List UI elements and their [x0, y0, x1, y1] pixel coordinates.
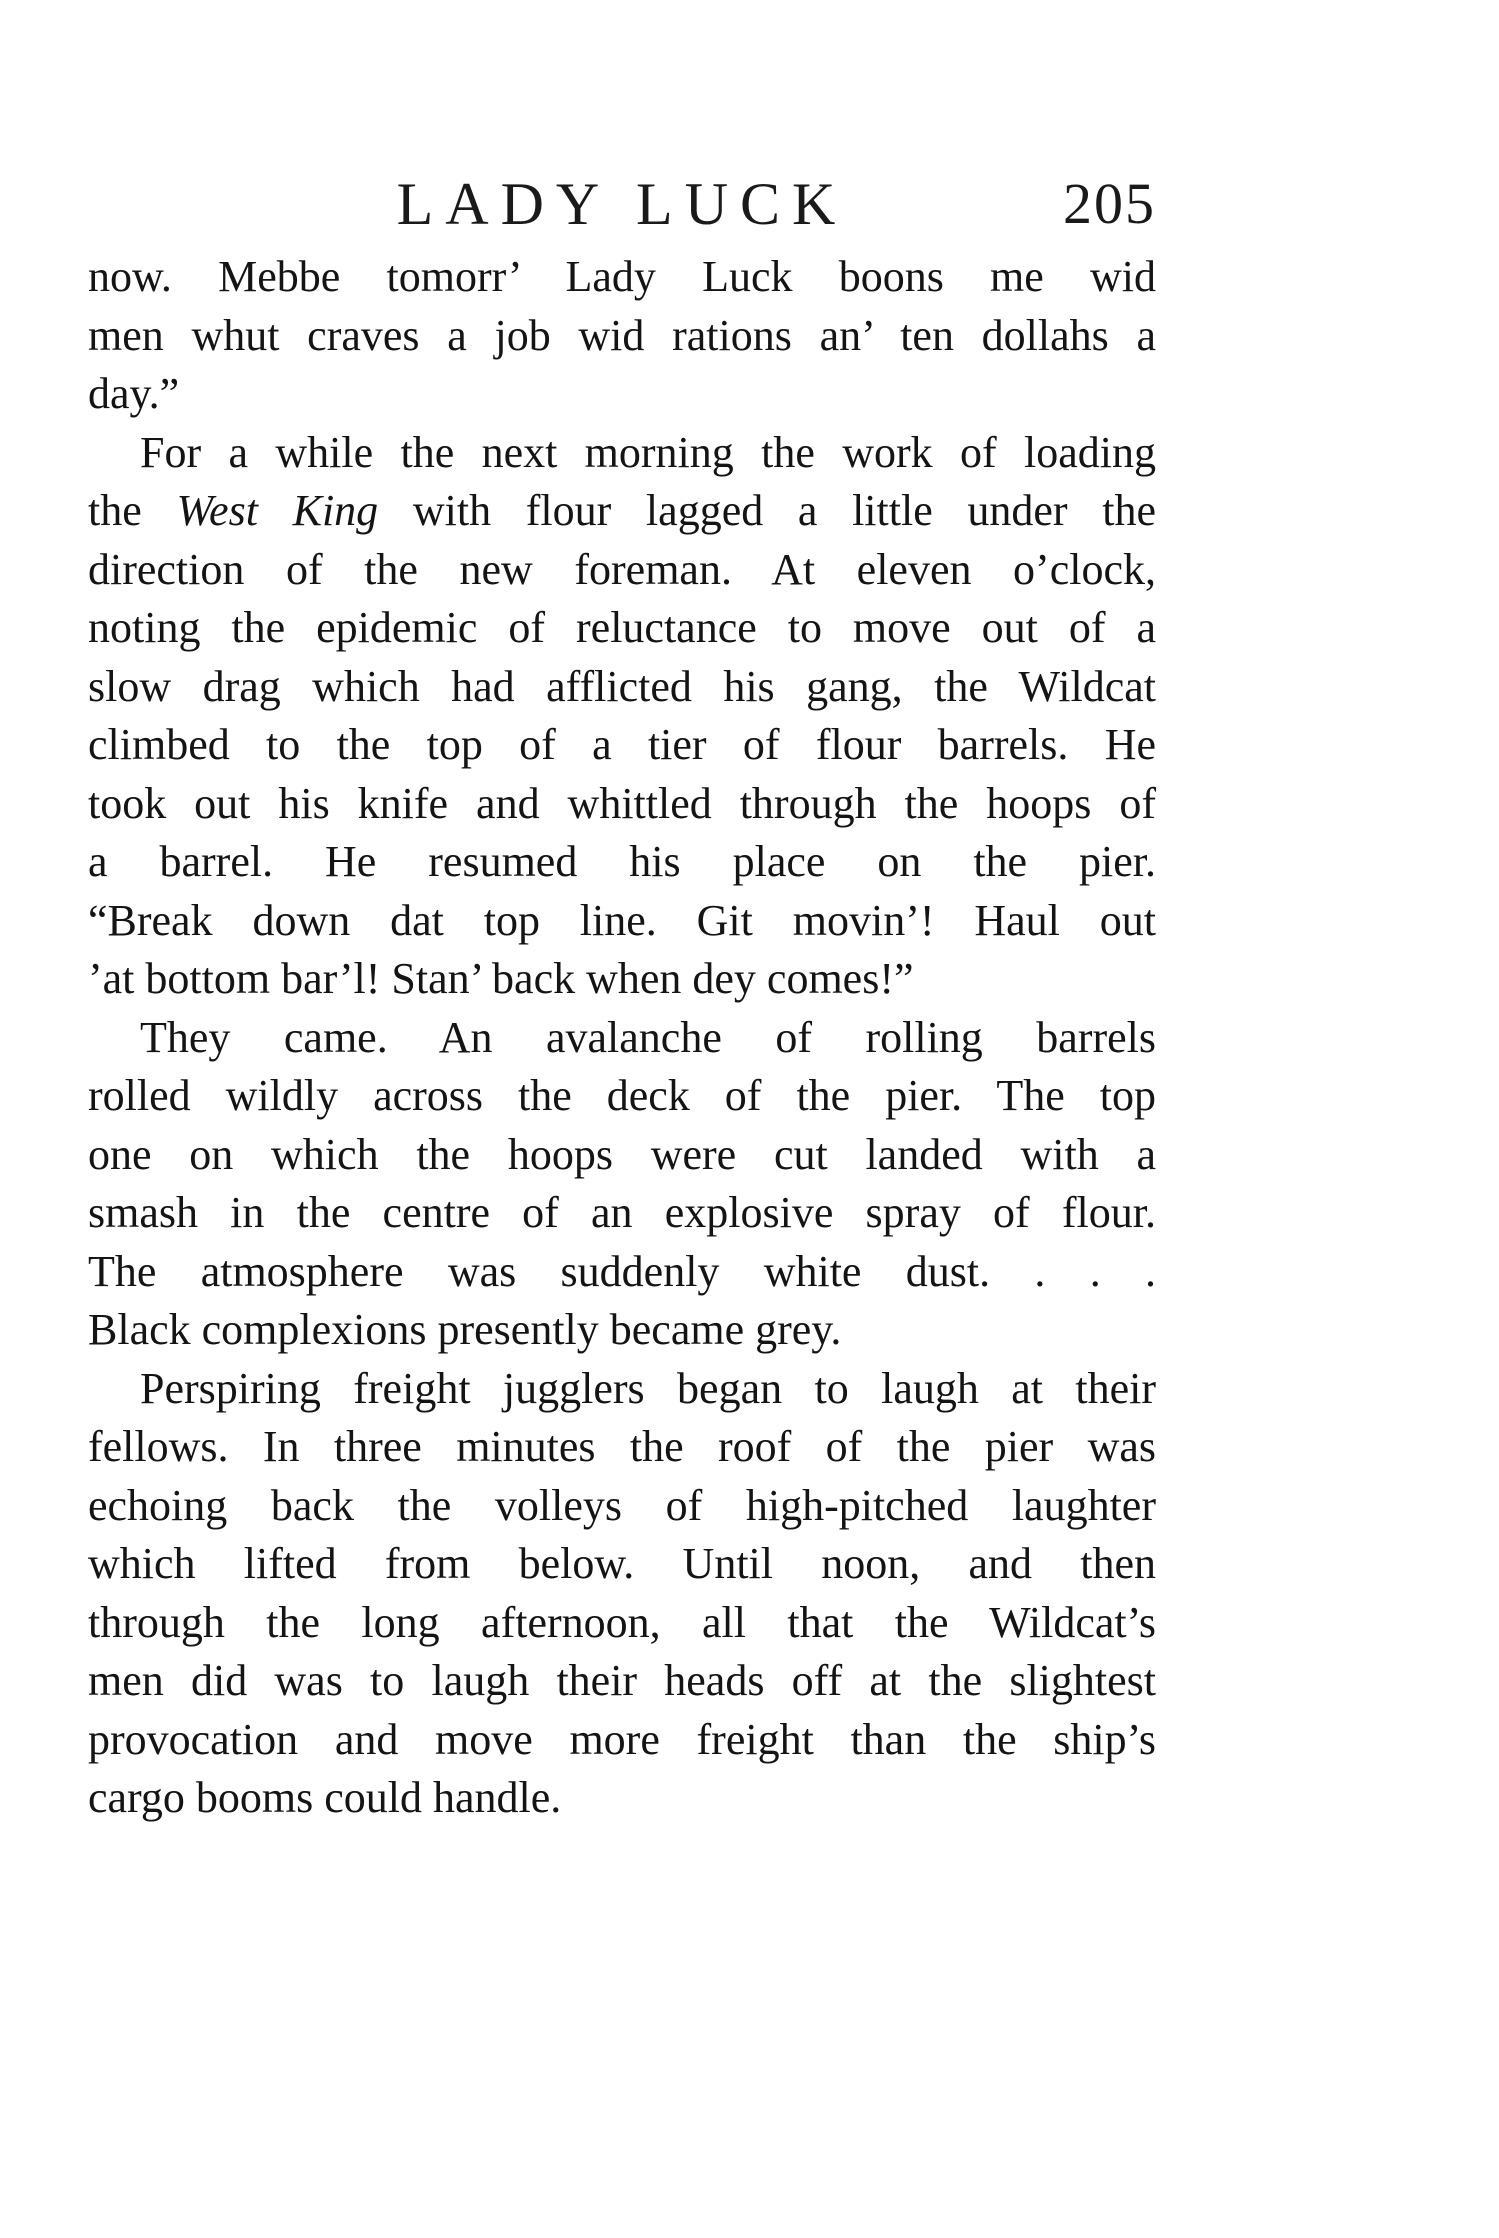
- running-head: LADY LUCK: [396, 171, 848, 237]
- text-line: The atmosphere was suddenly white dust. . . .: [88, 1246, 1156, 1296]
- text-segment: the: [88, 486, 142, 535]
- text-segment: with flour lagged a little under the: [412, 486, 1157, 535]
- text-line: a barrel. He resumed his place on the pier.: [88, 837, 1156, 886]
- text-line: rolled wildly across the deck of the pier. The top: [88, 1071, 1156, 1120]
- ship-name: West King: [176, 486, 379, 535]
- text-line: Perspiring freight jugglers began to laugh at their: [140, 1363, 1156, 1413]
- paragraph-3: [88, 1009, 1156, 1360]
- text-line: smash in the centre of an explosive spray of flour.: [88, 1188, 1156, 1237]
- text-line: which lifted from below. Until noon, and then: [88, 1539, 1156, 1588]
- text-line: “Break down dat top line. Git movin’! Haul out: [88, 895, 1156, 945]
- text-line: fellows. In three minutes the roof of the pier was: [88, 1422, 1156, 1471]
- text-line: ’at bottom bar’l! Stan’ back when dey comes!”: [88, 954, 914, 1003]
- text-line: cargo booms could handle.: [88, 1773, 562, 1822]
- text-line: took out his knife and whittled through the hoops of: [88, 778, 1156, 828]
- page-header: [88, 168, 1156, 248]
- paragraph-1: [88, 248, 1156, 424]
- text-line: through the long afternoon, all that the Wildcat’s: [88, 1597, 1156, 1647]
- body-text: [88, 248, 1156, 1828]
- paragraph-4: [88, 1360, 1156, 1828]
- text-line: noting the epidemic of reluctance to move out of a: [88, 603, 1156, 652]
- text-line: slow drag which had afflicted his gang, the Wildcat: [88, 661, 1156, 711]
- text-line-with-ship-name: [88, 482, 1156, 541]
- paragraph-2: [88, 424, 1156, 1009]
- text-line: climbed to the top of a tier of flour barrels. He: [88, 720, 1156, 769]
- page-number: 205: [1063, 171, 1156, 236]
- text-line: For a while the next morning the work of loading: [140, 427, 1156, 477]
- text-line: men whut craves a job wid rations an’ ten dollahs a: [88, 310, 1156, 360]
- text-line: now. Mebbe tomorr’ Lady Luck boons me wid: [88, 252, 1156, 301]
- text-line: direction of the new foreman. At eleven o’clock,: [88, 544, 1156, 594]
- text-line: one on which the hoops were cut landed with a: [88, 1129, 1156, 1179]
- text-line: day.”: [88, 369, 180, 418]
- text-line: Black complexions presently became grey.: [88, 1305, 842, 1354]
- text-line: men did was to laugh their heads off at the slightest: [88, 1656, 1156, 1705]
- text-line: provocation and move more freight than the ship’s: [88, 1714, 1156, 1764]
- text-line: They came. An avalanche of rolling barrels: [140, 1012, 1156, 1062]
- text-line: echoing back the volleys of high-pitched laughter: [88, 1480, 1156, 1530]
